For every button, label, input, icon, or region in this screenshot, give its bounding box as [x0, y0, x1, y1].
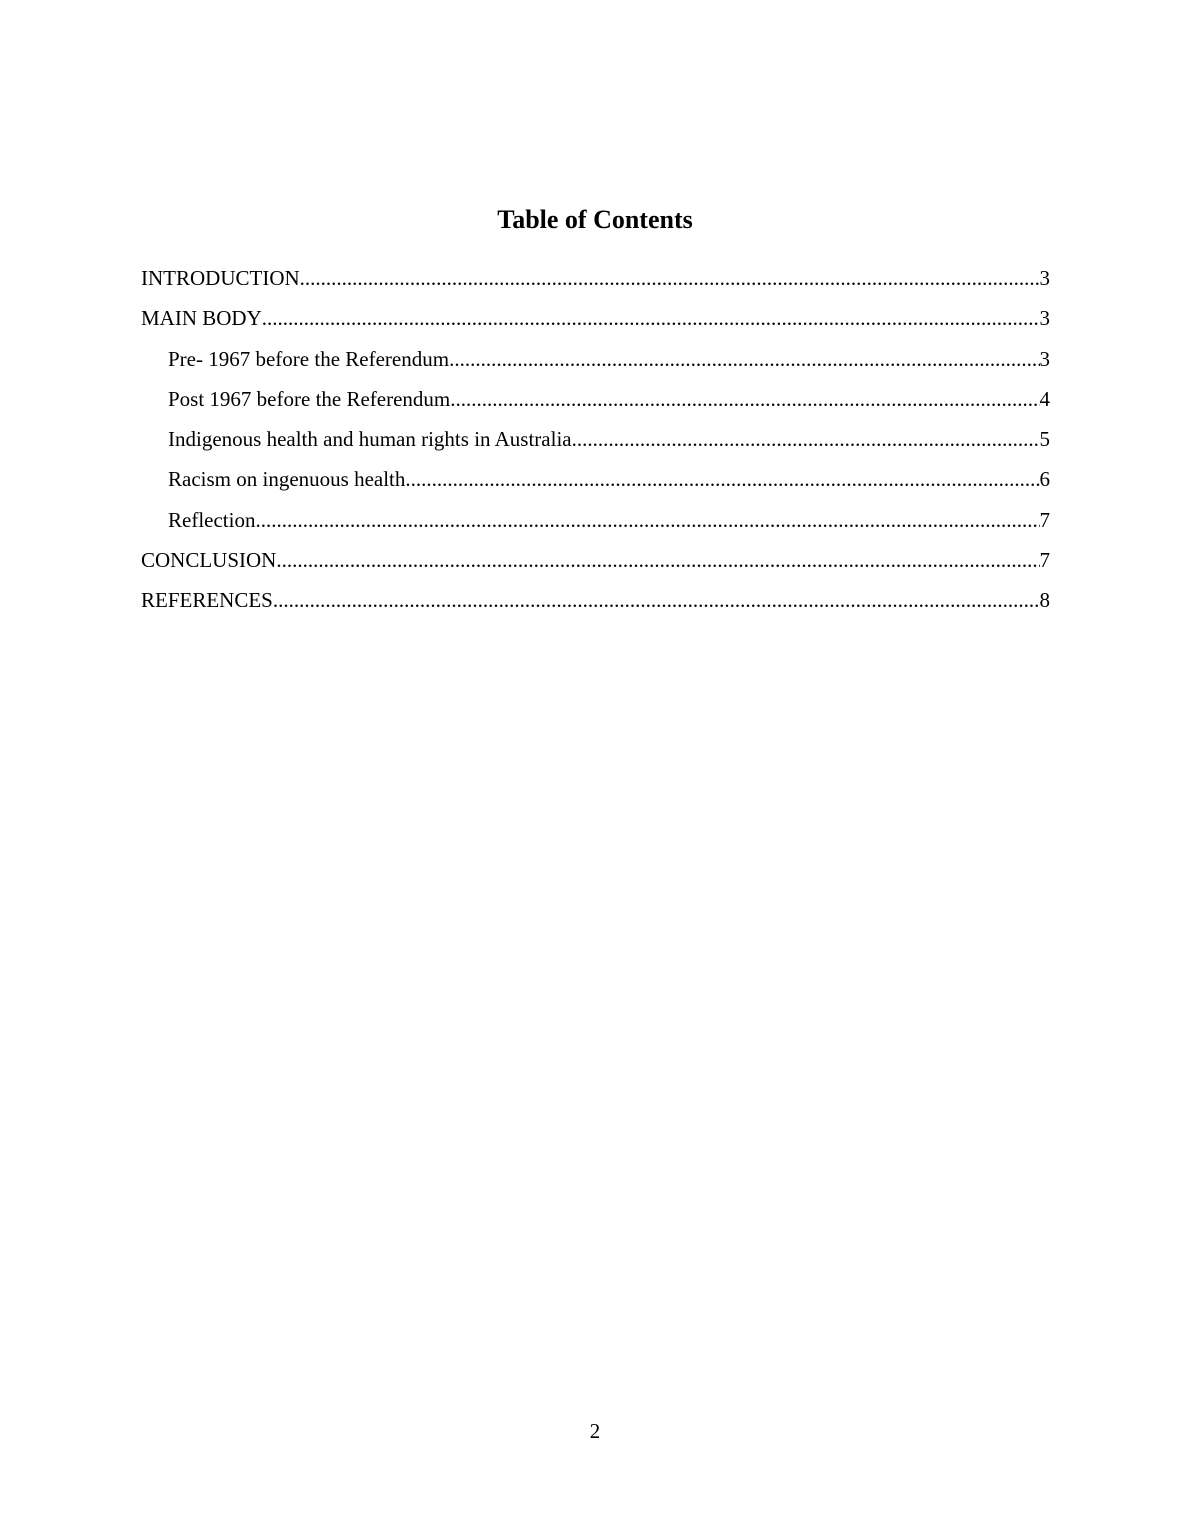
toc-entry-label: Racism on ingenuous health: [168, 467, 406, 492]
page-title: Table of Contents: [497, 205, 693, 234]
toc-entry-page: 7: [1039, 548, 1050, 573]
toc-entry-introduction[interactable]: [141, 258, 1050, 298]
toc-entry-page: 6: [1039, 467, 1050, 492]
toc-entry-conclusion[interactable]: [141, 540, 1050, 580]
page-number: 2: [589, 1419, 601, 1443]
toc-dot-leader: [276, 540, 1039, 580]
toc-dot-leader: [255, 500, 1039, 540]
toc-entry-references[interactable]: [141, 580, 1050, 620]
toc-entry-page: 8: [1039, 588, 1050, 613]
toc-entry-label: REFERENCES: [141, 588, 273, 613]
toc-dot-leader: [572, 419, 1040, 459]
toc-entry-racism[interactable]: [141, 459, 1050, 499]
toc-entry-page: 4: [1039, 386, 1050, 411]
toc-entry-label: CONCLUSION: [141, 548, 277, 573]
toc-entry-reflection[interactable]: [141, 500, 1050, 540]
toc-dot-leader: [449, 339, 1039, 379]
toc-entry-pre-1967[interactable]: [141, 339, 1050, 379]
toc-entry-main-body[interactable]: [141, 298, 1050, 338]
toc-entry-page: 3: [1039, 306, 1050, 331]
toc-entry-page: 3: [1039, 266, 1050, 290]
toc-dot-leader: [273, 580, 1040, 620]
toc-dot-leader: [262, 298, 1040, 338]
toc-dot-leader: [450, 379, 1039, 419]
toc-dot-leader: [300, 258, 1040, 298]
toc-entry-page: 3: [1039, 346, 1050, 371]
toc-entry-indigenous-health[interactable]: [141, 419, 1050, 459]
toc-entry-page: 7: [1039, 507, 1050, 532]
table-of-contents: [141, 258, 1050, 621]
toc-entry-label: Pre- 1967 before the Referendum: [168, 346, 450, 371]
toc-dot-leader: [405, 459, 1039, 499]
toc-entry-label: Post 1967 before the Referendum: [168, 386, 451, 411]
toc-entry-label: MAIN BODY: [141, 306, 262, 331]
toc-entry-page: 5: [1039, 427, 1050, 452]
toc-entry-post-1967[interactable]: [141, 379, 1050, 419]
toc-entry-label: INTRODUCTION: [141, 266, 300, 290]
toc-entry-label: Indigenous health and human rights in Australia: [168, 427, 572, 452]
toc-entry-label: Reflection: [168, 507, 256, 532]
